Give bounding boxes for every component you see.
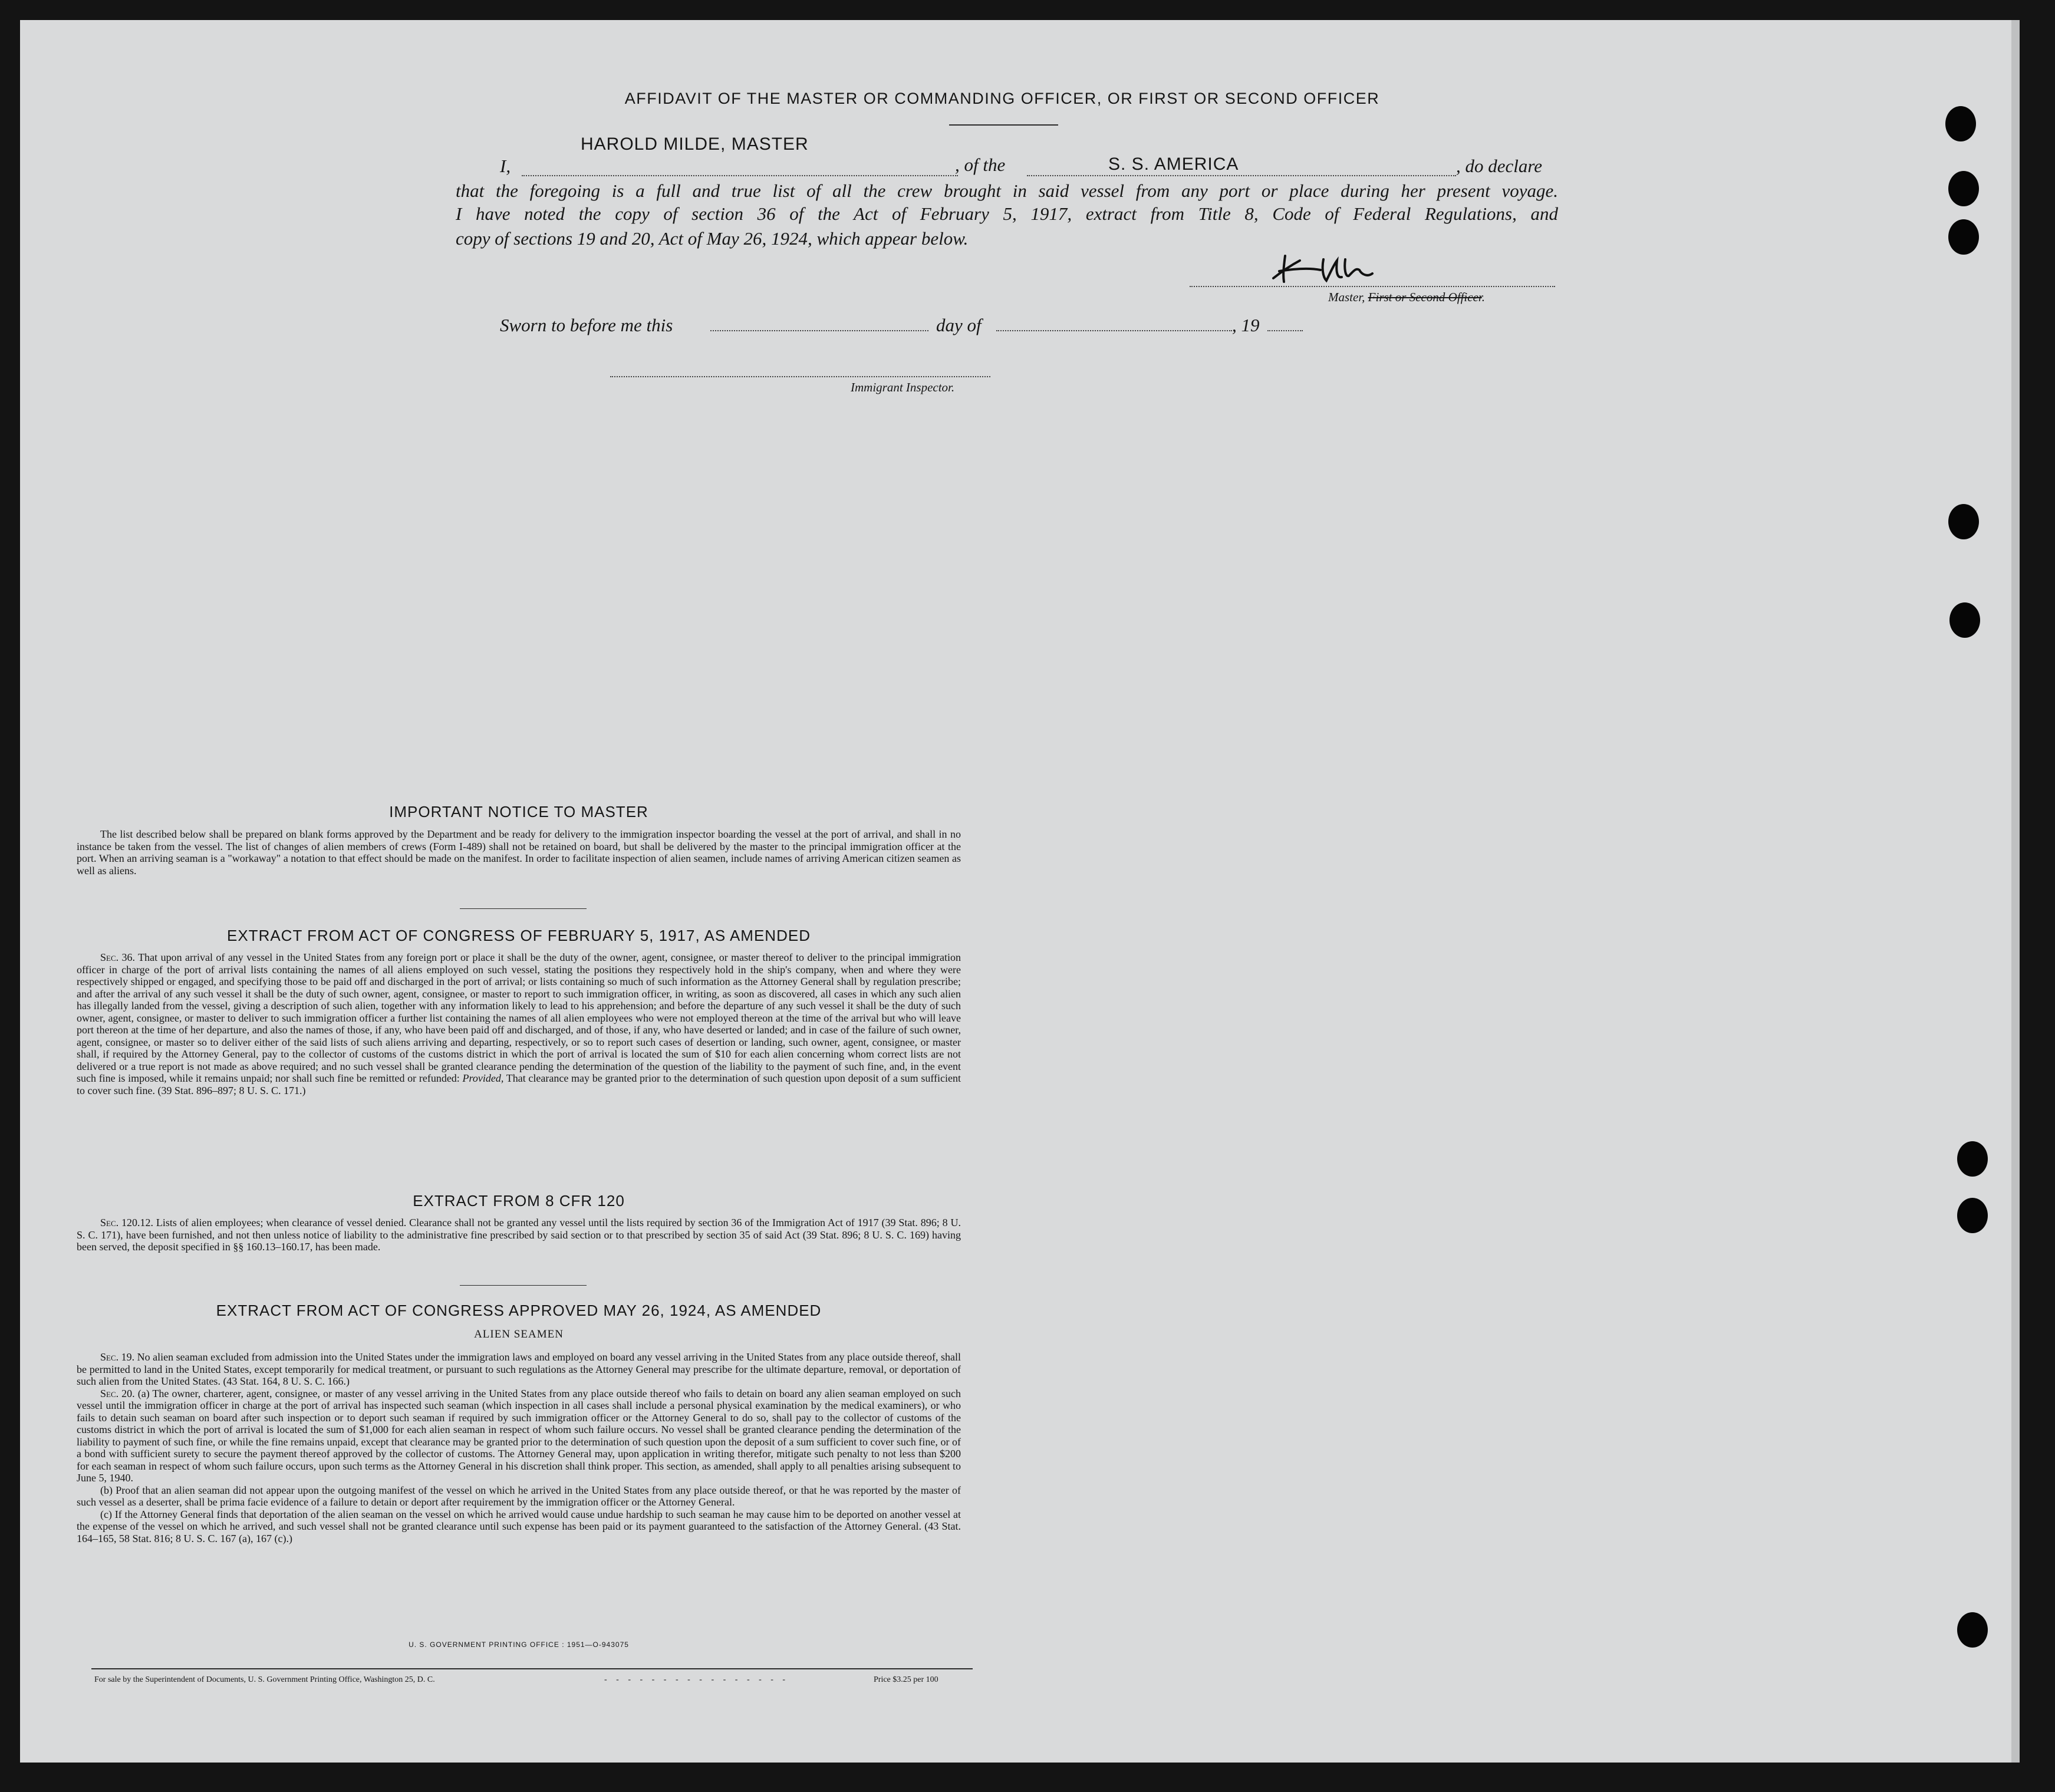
caption-master: Master, [1328,290,1365,304]
sec-120-text: Lists of alien employees; when clearance of vessel denied. Clearance shall not be granted any vessel until the lists required by section 36 of the Immigration Act of 1917 (39 Stat. 896; 8 U. S. C. 171), have been furnished, and not then unless notice of liability to the administrative fine prescribed by said section or to that prescribed by section 35 of said Act (39 Stat. 896; 8 U. S. C. 169) having been served, the deposit specified in §§ 160.13–160.17, has been made. [77,1217,961,1253]
sec-20-label: Sec. 20. [100,1387,135,1399]
do-declare: , do declare [1456,156,1543,176]
extract-1924-title: EXTRACT FROM ACT OF CONGRESS APPROVED MAY 26, 1924, AS AMENDED [216,1302,822,1319]
punch-hole [1949,602,1980,638]
sec-120-paragraph [77,1217,961,1253]
sec-120-label: Sec. 120.12. [100,1217,154,1228]
provided-label: Provided, [462,1072,504,1084]
sec-36-text-end: That clearance may be granted prior to the determination of such question upon deposit of a sum sufficient to cover such fine. (39 Stat. 896–897; 8 U. S. C. 171.) [77,1072,961,1096]
extract-1917-title: EXTRACT FROM ACT OF CONGRESS OF FEBRUARY 5, 1917, AS AMENDED [227,927,811,944]
of-the-label: , of the [955,154,1006,175]
inspector-caption: Immigrant Inspector. [851,380,955,394]
punch-hole [1957,1141,1988,1177]
caption-end: . [1481,290,1485,304]
notice-paragraph: The list described below shall be prepared on blank forms approved by the Department and be ready for delivery to the immigration inspector boarding the vessel at the port of arrival, and shall in no instance be taken from the vessel. The list of changes of alien members of crews (Form I-489) shall not be retained on board, but shall be delivered by the master to the principal immigration officer at the port. When an arriving seaman is a "workaway" a notation to that effect should be made on the manifest. In order to facilitate inspection of alien seamen, include names of arriving American citizen seamen as well as aliens. [77,828,961,877]
sec-20c-paragraph: (c) If the Attorney General finds that deportation of the alien seaman on the vessel on which he arrived would cause undue hardship to such seaman he may cause him to be deported on another vessel at the expense of the vessel on which he arrived, and such vessel shall not be granted clearance until such expense has been paid or its payment guaranteed to the satisfaction of the Attorney General. (43 Stat. 164–165, 58 Stat. 816; 8 U. S. C. 167 (a), 167 (c).) [77,1508,961,1544]
divider [460,908,587,909]
punch-hole [1948,219,1979,255]
affidavit-line-4: copy of sections 19 and 20, Act of May 26, 1924, which appear below. [456,228,969,249]
extract-cfr-title: EXTRACT FROM 8 CFR 120 [413,1192,625,1210]
extract-cfr-text [77,1217,961,1253]
master-signature [1267,248,1403,289]
sec-19-text: No alien seaman excluded from admission into the United States under the immigration laws and employed on board any vessel arriving in the United States from any place outside thereof, shall be permitted to land in the United States, except temporarily for medical treatment, or pursuant to such regulations as the Attorney General may prescribe for the ultimate departure, removal, or deportation of such alien from the United States. (43 Stat. 164, 8 U. S. C. 166.) [77,1351,961,1387]
affidavit-line-3: I have noted the copy of section 36 of the Act of February 5, 1917, extract from Title 8, Code of Federal Regulations, and [456,203,1558,224]
sec-36-paragraph [77,951,961,1096]
year-label: , 19 [1232,315,1260,335]
year-line [1267,330,1303,331]
caption-struck: First or Second Officer [1368,290,1482,304]
sworn-label: Sworn to before me this [500,315,673,335]
footer-rule [91,1668,973,1669]
sec-36-text: That upon arrival of any vessel in the United States from any foreign port or place it shall be the duty of the owner, agent, consignee, or master thereof to deliver to the principal immigration officer in charge of the port of arrival lists containing the names of all aliens employed on such vessel, stating the positions they respectively hold in the ship's company, when and where they were respectively shipped or engaged, and specifying those to be paid off and discharged in the port of arrival; or lists containing so much of such information as the Attorney General shall by regulation prescribe; and after the arrival of any such vessel it shall be the duty of such owner, agent, consignee, or master to report to such immigration officer, in writing, as soon as discovered, all cases in which any such alien has illegally landed from the vessel, giving a description of such alien, together with any information likely to lead to his apprehension; and before the departure of any such vessel it shall be the duty of such owner, agent, consignee, or master to deliver to such immigration officer a further list containing the names of all alien employees who were not employed thereon at the time of the arrival but who will leave port thereon at the time of her departure, and also the names of those, if any, who have been paid off and discharged, and of those, if any, who have deserted or landed; and in case of the failure of such owner, agent, consignee, or master so to deliver either of the said lists of such aliens arriving and departing, respectively, or so to report such cases of desertion or landing, such owner, agent, consignee, or master shall, if required by the Attorney General, pay to the collector of customs of the customs district in which the port of arrival is located the sum of $10 for each alien concerning whom correct lists are not delivered or a true report is not made as above required; and no such vessel shall be granted clearance pending the determination of the question of the liability to the payment of such fine, and, in the event such fine is imposed, while it remains unpaid; nor shall such fine be remitted or refunded: [77,951,961,1084]
sworn-day-line [710,330,928,331]
punch-hole [1957,1612,1988,1648]
sec-20a-paragraph [77,1388,961,1484]
affidavit-line-2: that the foregoing is a full and true list of all the crew brought in said vessel from any port or place during her present voyage. [456,180,1558,201]
punch-hole [1945,106,1976,141]
sec-19-label: Sec. 19. [100,1351,135,1363]
footer-dashes: - - - - - - - - - - - - - - - - [604,1675,789,1684]
master-name: HAROLD MILDE, MASTER [581,134,809,154]
divider [460,1285,587,1286]
sheet-edge [2011,20,2020,1763]
affidavit-title: AFFIDAVIT OF THE MASTER OR COMMANDING OFFICER, OR FIRST OR SECOND OFFICER [624,90,1380,107]
title-rule [949,124,1058,126]
vessel-name: S. S. AMERICA [1108,154,1239,174]
notice-text [77,828,961,877]
sworn-month-line [996,330,1232,331]
punch-hole [1948,171,1979,206]
punch-hole [1948,504,1979,539]
punch-hole [1957,1198,1988,1233]
extract-1917-text [77,951,961,1096]
i-label: I, [500,156,511,176]
signature-line [1190,286,1555,287]
sec-36-label: Sec. 36. [100,951,136,963]
inspector-line [610,376,990,377]
sec-20b-paragraph: (b) Proof that an alien seaman did not appear upon the outgoing manifest of the vessel on which he arrived in the United States from any place outside thereof, or that he was reported by the master of such vessel as a deserter, shall be prima facie evidence of a failure to detain or deport after requirement by the immigration officer or the Attorney General. [77,1484,961,1508]
alien-seamen-subtitle: ALIEN SEAMEN [474,1328,564,1340]
sec-20a-text: (a) The owner, charterer, agent, consignee, or master of any vessel arriving in the United States from any place outside thereof who fails to detain on board any alien seaman employed on such vessel until the immigration officer in charge at the port of arrival has inspected such seaman (which inspection in all cases shall include a personal physical examination by the medical examiners), or who fails to detain such seaman on board after such inspection or to deport such seaman if required by such immigration officer or the Attorney General to do so, shall pay to the collector of customs of the customs district in which the port of arrival is located the sum of $1,000 for each alien seaman in respect of whom such failure occurs. No vessel shall be granted clearance pending the determination of the liability to payment of such fine, or while the fine remains unpaid, except that clearance may be granted prior to the determination of such question upon the deposit of a sum sufficient to cover such fine, or of a bond with sufficient surety to secure the payment thereof approved by the collector of customs. The Attorney General may, upon application in writing therefor, mitigate such penalty to not less than $200 for each seaman in respect of whom such failure occurs, upon such terms as the Attorney General in his discretion shall think proper. This section, as amended, shall apply to all penalties arising subsequent to June 5, 1940. [77,1387,961,1484]
printer-line: U. S. GOVERNMENT PRINTING OFFICE : 1951—O-943075 [409,1641,629,1649]
sec-19-paragraph [77,1351,961,1388]
notice-title: IMPORTANT NOTICE TO MASTER [389,803,648,821]
vessel-line [1027,175,1456,176]
footer-left: For sale by the Superintendent of Documents, U. S. Government Printing Office, Washington 25, D. C. [94,1675,435,1684]
name-line [522,175,958,176]
extract-1924-text [77,1351,961,1544]
day-of-label: day of [936,315,982,335]
signature-caption [1328,290,1485,305]
footer-price: Price $3.25 per 100 [874,1675,938,1684]
